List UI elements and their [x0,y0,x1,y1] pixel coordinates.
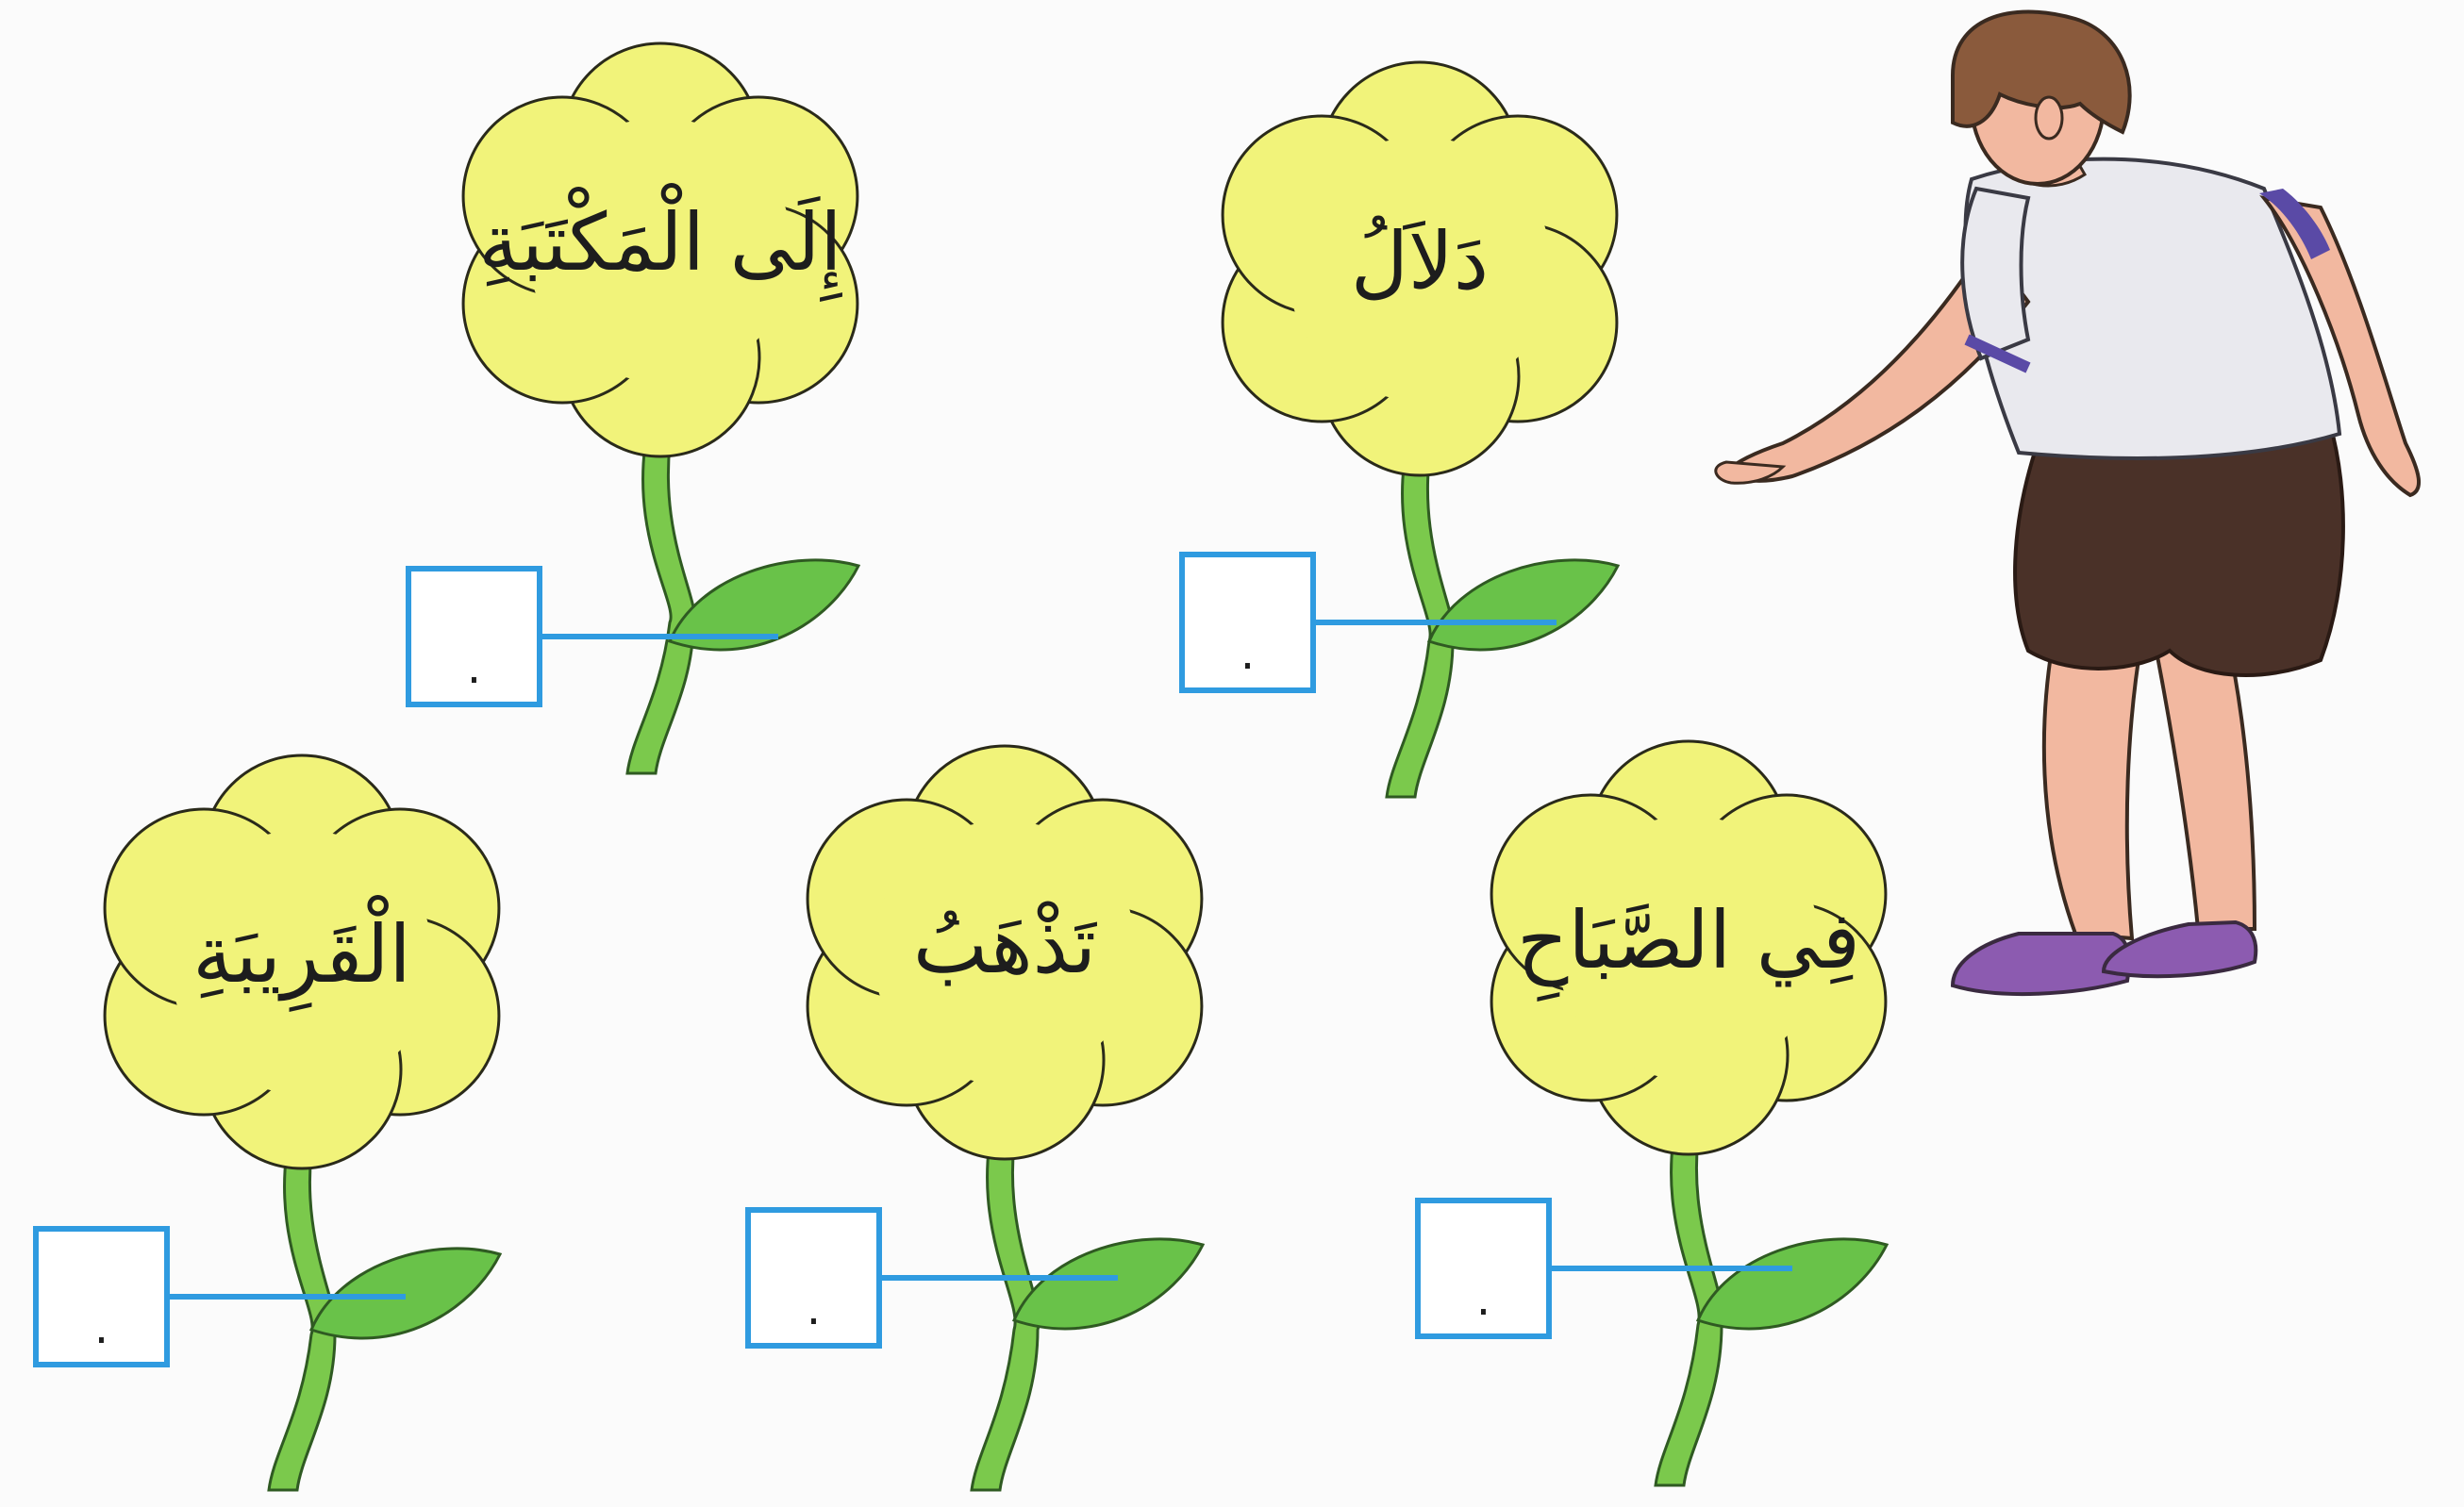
connector-line [170,1294,406,1300]
leaf [1429,560,1618,650]
flower-label-1: إِلَى الْمَكْتَبَةِ [478,196,842,289]
leaf [1698,1239,1887,1329]
flower-label-4: تَذْهَبُ [912,899,1097,991]
answer-dot: . [806,1283,822,1335]
answer-box[interactable] [406,566,542,707]
answer-box[interactable] [745,1207,882,1349]
flower-4 [807,746,1203,1490]
answer-box[interactable] [33,1226,170,1367]
answer-box[interactable] [1179,552,1316,693]
flower-5 [1491,741,1887,1485]
flower-label-3: الْقَرِيبَةِ [192,908,411,1001]
answer-dot: . [466,641,482,694]
connector-line [882,1275,1118,1281]
answer-dot: . [1240,627,1256,680]
flower-label-2: دَلاَلُ [1350,215,1490,307]
stem [1387,429,1454,797]
connector-line [1552,1266,1792,1271]
leaf [1014,1239,1203,1329]
flower-3 [105,755,500,1490]
answer-dot: . [93,1301,109,1354]
answer-dot: . [1475,1273,1491,1326]
connector-line [1316,620,1557,625]
connector-line [542,634,778,639]
stem [627,415,694,773]
answer-box[interactable] [1415,1198,1552,1339]
flower-label-5: فِي الصَّبَاحِ [1517,894,1860,986]
